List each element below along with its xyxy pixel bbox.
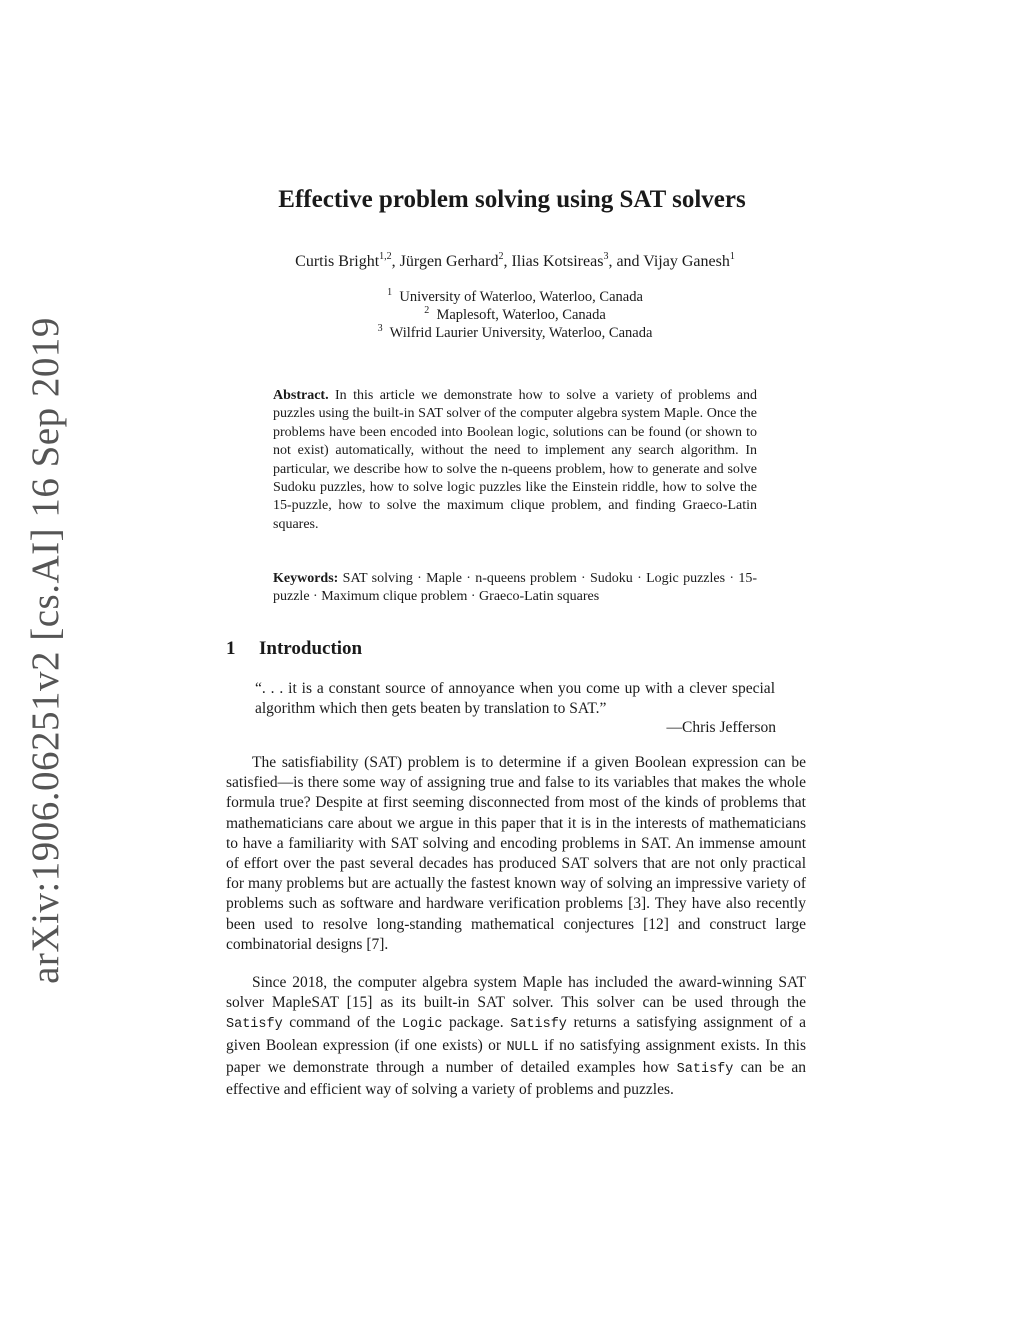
author-affiliation-mark: 1 <box>729 251 735 262</box>
code-term: NULL <box>506 1039 539 1055</box>
body-text: can be an effective and efficient way of solving a variety of problems and puzzles. <box>226 1058 806 1099</box>
body-paragraph: The satisfiability (SAT) problem is to determine if a given Boolean expression can be satisfied—is there some way of assigning true and false to its variables that makes the whole formula true? Despite at first seeming disconnected from most of the kinds of problems that mathematicians care about we argue in this paper that it is in the interests of mathematicians to have a familiarity with SAT solving and encoding problems in SAT. An immense amount of effort over the past several decades has produced SAT solvers that are not only practical for many problems but are actually the fastest known way of solving an impressive variety of problems such as software and hardware verification problems [3]. They have also recently been used to resolve long-standing mathematical conjectures [12] and construct large combinatorial designs [7]. <box>226 754 806 953</box>
body-text: Since 2018, the computer algebra system Maple has included the award-winning SAT solver MapleSAT [15] as its built-in SAT solver. This solver can be used through the <box>226 974 806 1012</box>
code-term: Satisfy <box>676 1061 734 1077</box>
paper-title: Effective problem solving using SAT solvers <box>278 186 746 213</box>
code-term: Satisfy <box>226 1017 283 1033</box>
abstract <box>273 387 757 534</box>
code-term: Satisfy <box>510 1017 567 1033</box>
author-name: , Ilias Kotsireas <box>503 253 604 270</box>
abstract-label: Abstract. <box>273 388 329 403</box>
author-affiliation-mark: 3 <box>603 251 609 262</box>
affiliation-text: University of Waterloo, Waterloo, Canada <box>399 289 643 305</box>
author-list <box>0 253 1024 271</box>
epigraph-quote: “. . . it is a constant source of annoyance when you come up with a clever special algorithm which then gets beaten by translation to SAT.” <box>255 680 775 718</box>
section-heading <box>226 638 362 660</box>
affiliation-mark: 3 <box>377 323 383 334</box>
affiliation-text: Wilfrid Laurier University, Waterloo, Canada <box>389 325 653 341</box>
affiliation-mark: 1 <box>387 287 393 298</box>
body-paragraph <box>226 973 806 1100</box>
author-name: , Jürgen Gerhard <box>391 253 499 270</box>
keywords <box>273 570 757 607</box>
author-affiliation-mark: 2 <box>498 251 504 262</box>
body-text: command of the <box>282 1014 402 1032</box>
code-term: Logic <box>401 1017 443 1033</box>
abstract-text: In this article we demonstrate how to solve a variety of problems and puzzles using the built-in SAT solver of the computer algebra system Maple. Once the problems have been encoded into Boolean logic, solutions can be found (or shown to not exist) automatically, without the need to implement any search algorithm. In particular, we describe how to solve the n-queens problem, how to generate and solve Sudoku puzzles, how to solve logic puzzles like the Einstein riddle, how to solve the 15-puzzle, how to solve the maximum clique problem, and finding Graeco-Latin squares. <box>273 388 757 532</box>
arxiv-identifier-text: arXiv:1906.06251v2 [cs.AI] 16 Sep 2019 <box>23 316 67 984</box>
section-title: Introduction <box>259 638 363 659</box>
author-name: Curtis Bright <box>295 253 380 270</box>
affiliation-text: Maplesoft, Waterloo, Canada <box>436 307 606 323</box>
body-text: if no satisfying assignment exists. In this paper we demonstrate through a number of detailed examples how <box>226 1036 806 1076</box>
arxiv-identifier <box>20 316 70 984</box>
affiliation-mark: 2 <box>424 305 430 316</box>
affiliation <box>0 307 1024 324</box>
epigraph-attribution: —Chris Jefferson <box>666 719 776 736</box>
affiliation <box>0 325 1024 342</box>
author-affiliation-mark: 1,2 <box>379 251 392 262</box>
body-text: package. <box>442 1014 511 1032</box>
body-text: returns a satisfying assignment of a given Boolean expression (if one exists) or <box>226 1014 806 1054</box>
keywords-text: SAT solving · Maple · n-queens problem · Sudoku · Logic puzzles · 15-puzzle · Maximum clique problem · Graeco-Latin squares <box>273 571 758 605</box>
author-name: , and Vijay Ganesh <box>608 253 730 270</box>
affiliation <box>0 289 1024 306</box>
keywords-label: Keywords: <box>273 571 339 586</box>
section-number: 1 <box>226 638 236 659</box>
